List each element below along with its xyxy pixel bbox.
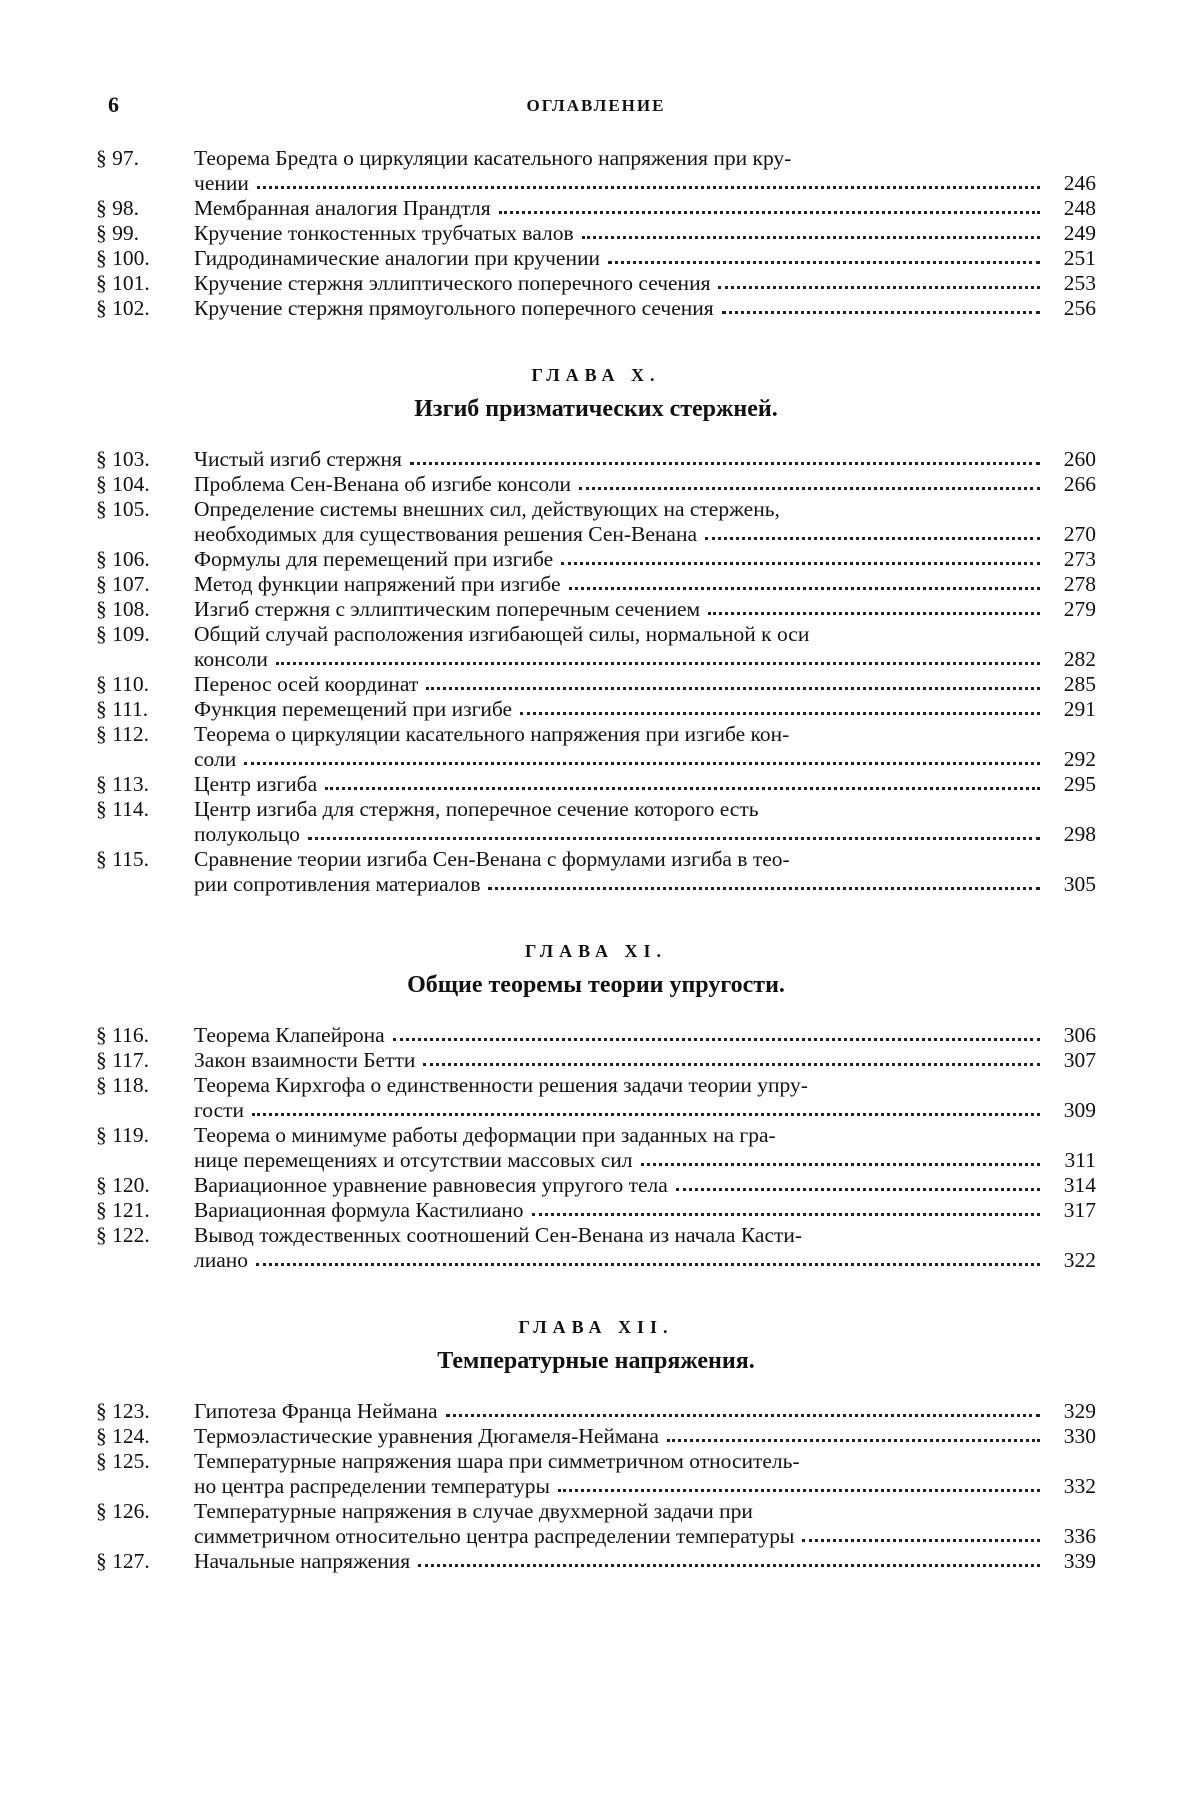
section-number: § 115. (96, 847, 149, 871)
toc-entry (96, 221, 1096, 246)
dot-leader (802, 1539, 1040, 1542)
toc-entry (96, 722, 1096, 772)
section-title: симметричном относительно центра распределении температуры (194, 1524, 795, 1548)
section-title: чении (194, 171, 249, 195)
toc-group (96, 1399, 1096, 1574)
section-number: § 110. (96, 672, 149, 696)
chapter-label: ГЛАВА XI. (524, 941, 668, 961)
dot-leader (426, 687, 1040, 690)
page-reference: 270 (1063, 522, 1096, 546)
toc-entry (96, 697, 1096, 722)
section-number: § 126. (96, 1499, 150, 1523)
section-number: § 124. (96, 1424, 150, 1448)
dot-leader (532, 1213, 1040, 1216)
section-title: Метод функции напряжений при изгибе (194, 572, 561, 596)
page-number: 6 (108, 92, 119, 117)
section-number: § 109. (96, 622, 150, 646)
toc-entry (96, 1023, 1096, 1048)
page-reference: 285 (1063, 672, 1096, 696)
toc-entry (96, 672, 1096, 697)
page-reference: 339 (1063, 1549, 1096, 1573)
section-number: § 120. (96, 1173, 150, 1197)
section-title: Общий случай расположения изгибающей силы, нормальной к оси (194, 622, 810, 646)
section-title: но центра распределении температуры (194, 1474, 550, 1498)
toc-entry (96, 1399, 1096, 1424)
section-title: лиано (194, 1248, 249, 1272)
page-reference: 266 (1063, 472, 1096, 496)
running-title: ОГЛАВЛЕНИЕ (526, 96, 666, 115)
toc-entry (96, 246, 1096, 271)
section-title: Определение системы внешних сил, действующих на стержень, (194, 497, 780, 521)
section-title: Проблема Сен-Венана об изгибе консоли (194, 472, 572, 496)
dot-leader (708, 612, 1040, 615)
toc-entry (96, 1173, 1096, 1198)
toc-entry (96, 572, 1096, 597)
toc-entry (96, 1123, 1096, 1173)
page-reference: 249 (1063, 221, 1096, 245)
chapter-title: Изгиб призматических стержней. (414, 396, 778, 422)
page-reference: 314 (1063, 1173, 1096, 1197)
page-reference: 298 (1063, 822, 1096, 846)
page-reference: 322 (1063, 1248, 1096, 1272)
section-title: Изгиб стержня с эллиптическим поперечным сечением (194, 597, 701, 621)
section-title: Кручение тонкостенных трубчатых валов (194, 221, 574, 245)
section-title: Теорема о минимуме работы деформации при заданных на гра- (194, 1123, 776, 1147)
toc-entry (96, 1424, 1096, 1449)
toc-entry (96, 1223, 1096, 1273)
section-number: § 117. (96, 1048, 149, 1072)
section-title: Функция перемещений при изгибе (194, 697, 513, 721)
section-number: § 102. (96, 296, 150, 320)
section-title: полукольцо (194, 822, 301, 846)
page-reference: 273 (1063, 547, 1096, 571)
chapter-title: Общие теоремы теории упругости. (407, 972, 785, 998)
section-title: Теорема Кирхгофа о единственности решения задачи теории упру- (194, 1073, 808, 1097)
toc-entry (96, 1198, 1096, 1223)
dot-leader (423, 1063, 1040, 1066)
toc-entry (96, 597, 1096, 622)
chapter-label: ГЛАВА XII. (518, 1317, 674, 1337)
toc-entry (96, 271, 1096, 296)
dot-leader (520, 712, 1040, 715)
page-reference: 278 (1063, 572, 1096, 596)
toc-entry (96, 146, 1096, 196)
page-reference: 332 (1063, 1474, 1096, 1498)
dot-leader (582, 236, 1040, 239)
dot-leader (276, 662, 1040, 665)
page-reference: 292 (1063, 747, 1096, 771)
section-title: соли (194, 747, 237, 771)
dot-leader (608, 261, 1040, 264)
dot-leader (257, 186, 1040, 189)
toc-entry (96, 1499, 1096, 1549)
toc-group (96, 1023, 1096, 1273)
section-number: § 119. (96, 1123, 149, 1147)
section-number: § 98. (96, 196, 139, 220)
section-number: § 106. (96, 547, 150, 571)
section-number: § 121. (96, 1198, 150, 1222)
page-reference: 336 (1063, 1524, 1096, 1548)
section-number: § 127. (96, 1549, 150, 1573)
toc-group (96, 447, 1096, 897)
section-title: Вариационная формула Кастилиано (194, 1198, 524, 1222)
toc-entry (96, 447, 1096, 472)
section-title: Температурные напряжения шара при симметричном относитель- (194, 1449, 800, 1473)
dot-leader (256, 1263, 1040, 1266)
toc-entry (96, 1073, 1096, 1123)
page-header (96, 92, 1096, 132)
dot-leader (446, 1414, 1040, 1417)
section-number: § 108. (96, 597, 150, 621)
section-title: гости (194, 1098, 245, 1122)
section-title: нице перемещениях и отсутствии массовых сил (194, 1148, 633, 1172)
section-title: Кручение стержня эллиптического поперечного сечения (194, 271, 711, 295)
section-number: § 122. (96, 1223, 150, 1247)
dot-leader (676, 1188, 1040, 1191)
toc-entry (96, 296, 1096, 321)
section-title: Кручение стержня прямоугольного поперечного сечения (194, 296, 714, 320)
section-title: Перенос осей координат (194, 672, 419, 696)
section-title: Центр изгиба для стержня, поперечное сечение которого есть (194, 797, 759, 821)
page-reference: 317 (1063, 1198, 1096, 1222)
chapter-label: ГЛАВА X. (531, 365, 661, 385)
toc-entry (96, 547, 1096, 572)
section-title: рии сопротивления материалов (194, 872, 481, 896)
section-title: Закон взаимности Бетти (194, 1048, 416, 1072)
page-reference: 329 (1063, 1399, 1096, 1423)
section-title: Начальные напряжения (194, 1549, 411, 1573)
page-reference: 307 (1063, 1048, 1096, 1072)
section-title: Центр изгиба (194, 772, 318, 796)
dot-leader (499, 211, 1040, 214)
section-title: Мембранная аналогия Прандтля (194, 196, 491, 220)
toc-entry (96, 1449, 1096, 1499)
page-reference: 282 (1063, 647, 1096, 671)
toc-entry (96, 196, 1096, 221)
toc-entry (96, 472, 1096, 497)
chapter-title: Температурные напряжения. (437, 1348, 755, 1374)
dot-leader (410, 462, 1040, 465)
section-number: § 101. (96, 271, 150, 295)
toc-entry (96, 797, 1096, 847)
section-title: Гипотеза Франца Неймана (194, 1399, 438, 1423)
section-number: § 105. (96, 497, 150, 521)
toc-entry (96, 772, 1096, 797)
toc-entry (96, 847, 1096, 897)
section-title: необходимых для существования решения Сен-Венана (194, 522, 698, 546)
page-reference: 291 (1063, 697, 1096, 721)
section-title: Теорема Бредта о циркуляции касательного напряжения при кру- (194, 146, 792, 170)
page-reference: 309 (1063, 1098, 1096, 1122)
section-number: § 111. (96, 697, 149, 721)
section-number: § 125. (96, 1449, 150, 1473)
dot-leader (718, 286, 1040, 289)
dot-leader (393, 1038, 1040, 1041)
page-reference: 256 (1063, 296, 1096, 320)
section-number: § 112. (96, 722, 149, 746)
page-reference: 279 (1063, 597, 1096, 621)
toc-entry (96, 1549, 1096, 1574)
page-reference: 305 (1063, 872, 1096, 896)
toc-group (96, 146, 1096, 321)
section-number: § 114. (96, 797, 149, 821)
section-title: Формулы для перемещений при изгибе (194, 547, 554, 571)
section-number: § 100. (96, 246, 150, 270)
section-title: Вариационное уравнение равновесия упругого тела (194, 1173, 668, 1197)
section-number: § 118. (96, 1073, 149, 1097)
section-title: Гидродинамические аналогии при кручении (194, 246, 600, 270)
page-reference: 306 (1063, 1023, 1096, 1047)
page-reference: 295 (1063, 772, 1096, 796)
page-reference: 330 (1063, 1424, 1096, 1448)
dot-leader (252, 1113, 1040, 1116)
section-title: Температурные напряжения в случае двухмерной задачи при (194, 1499, 753, 1523)
section-number: § 99. (96, 221, 139, 245)
page-reference: 248 (1063, 196, 1096, 220)
section-title: консоли (194, 647, 268, 671)
page-reference: 253 (1063, 271, 1096, 295)
dot-leader (641, 1163, 1040, 1166)
toc-entry (96, 497, 1096, 547)
section-number: § 97. (96, 146, 139, 170)
toc-entry (96, 622, 1096, 672)
section-title: Сравнение теории изгиба Сен-Венана с формулами изгиба в тео- (194, 847, 790, 871)
section-title: Теорема о циркуляции касательного напряжения при изгибе кон- (194, 722, 790, 746)
page-reference: 260 (1063, 447, 1096, 471)
section-title: Термоэластические уравнения Дюгамеля-Неймана (194, 1424, 659, 1448)
section-title: Чистый изгиб стержня (194, 447, 402, 471)
dot-leader (244, 762, 1040, 765)
dot-leader (558, 1489, 1040, 1492)
toc-page (96, 92, 1096, 1574)
section-number: § 107. (96, 572, 150, 596)
section-title: Вывод тождественных соотношений Сен-Венана из начала Касти- (194, 1223, 803, 1247)
dot-leader (579, 487, 1040, 490)
page-reference: 251 (1063, 246, 1096, 270)
dot-leader (488, 887, 1040, 890)
page-reference: 246 (1063, 171, 1096, 195)
dot-leader (325, 787, 1040, 790)
section-number: § 104. (96, 472, 150, 496)
section-number: § 116. (96, 1023, 149, 1047)
toc-entry (96, 1048, 1096, 1073)
section-number: § 113. (96, 772, 149, 796)
section-number: § 123. (96, 1399, 150, 1423)
section-number: § 103. (96, 447, 150, 471)
dot-leader (705, 537, 1040, 540)
dot-leader (561, 562, 1040, 565)
section-title: Теорема Клапейрона (194, 1023, 385, 1047)
dot-leader (308, 837, 1040, 840)
dot-leader (722, 311, 1040, 314)
dot-leader (667, 1439, 1040, 1442)
dot-leader (569, 587, 1041, 590)
page-reference: 311 (1064, 1148, 1096, 1172)
dot-leader (418, 1564, 1040, 1567)
